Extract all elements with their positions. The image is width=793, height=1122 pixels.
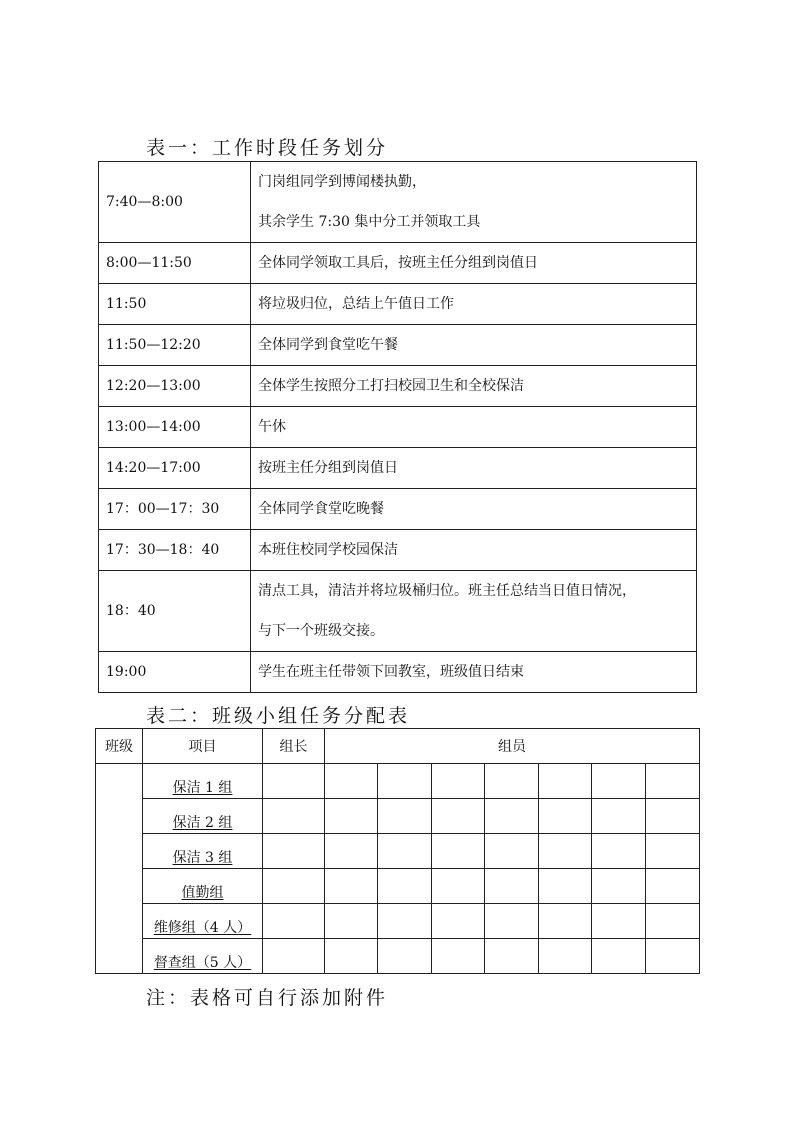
member-cell[interactable] [539,939,592,974]
task-cell [251,162,697,243]
item-cell: 维修组（4 人） [143,904,263,939]
item-cell: 保洁 1 组 [143,764,263,799]
time-cell: 14:20—17:00 [99,448,251,489]
table-row [96,869,700,904]
task-cell: 全体同学领取工具后，按班主任分组到岗值日 [251,243,697,284]
table-row [99,243,697,284]
member-cell[interactable] [378,904,432,939]
task-cell: 全体学生按照分工打扫校园卫生和全校保洁 [251,366,697,407]
member-cell[interactable] [378,764,432,799]
task-cell: 全体同学食堂吃晚餐 [251,489,697,530]
member-cell[interactable] [646,939,700,974]
task-line: 清点工具，清洁并将垃圾桶归位。班主任总结当日值日情况， [258,583,636,599]
member-cell[interactable] [646,869,700,904]
member-cell[interactable] [432,939,485,974]
member-cell[interactable] [432,904,485,939]
time-cell: 7:40—8:00 [99,162,251,243]
table-row [96,939,700,974]
time-cell: 13:00—14:00 [99,407,251,448]
group-assignment-table [95,728,700,974]
schedule-table [98,161,697,693]
item-cell: 值勤组 [143,869,263,904]
member-cell[interactable] [539,869,592,904]
leader-cell[interactable] [263,764,325,799]
table1-title: 表一：工作时段任务划分 [146,137,389,159]
table2-title: 表二：班级小组任务分配表 [146,705,411,727]
member-cell[interactable] [325,869,378,904]
member-cell[interactable] [592,764,646,799]
member-cell[interactable] [325,939,378,974]
item-cell: 保洁 3 组 [143,834,263,869]
member-cell[interactable] [432,764,485,799]
task-cell: 本班住校同学校园保洁 [251,530,697,571]
member-cell[interactable] [378,834,432,869]
member-cell[interactable] [539,764,592,799]
member-cell[interactable] [325,834,378,869]
table-row [99,284,697,325]
table-row [99,571,697,652]
member-cell[interactable] [646,799,700,834]
member-cell[interactable] [378,939,432,974]
table-row [99,407,697,448]
table-row [96,904,700,939]
member-cell[interactable] [325,764,378,799]
table-row [96,834,700,869]
time-cell: 17：00—17：30 [99,489,251,530]
time-cell: 18：40 [99,571,251,652]
member-cell[interactable] [592,834,646,869]
table-row [96,799,700,834]
task-cell: 午休 [251,407,697,448]
members-header: 组员 [325,729,700,764]
item-cell: 保洁 2 组 [143,799,263,834]
time-cell: 19:00 [99,652,251,693]
note: 注：表格可自行添加附件 [146,987,389,1009]
member-cell[interactable] [646,764,700,799]
member-cell[interactable] [539,904,592,939]
member-cell[interactable] [485,764,539,799]
table-row [99,448,697,489]
leader-cell[interactable] [263,939,325,974]
leader-cell[interactable] [263,834,325,869]
time-cell: 12:20—13:00 [99,366,251,407]
table-row [99,325,697,366]
task-line: 门岗组同学到博闻楼执勤， [258,174,426,190]
member-cell[interactable] [485,904,539,939]
member-cell[interactable] [485,799,539,834]
member-cell[interactable] [539,799,592,834]
member-cell[interactable] [485,939,539,974]
time-cell: 11:50—12:20 [99,325,251,366]
class-header: 班级 [96,729,143,764]
class-cell[interactable] [96,764,143,974]
table-row [99,652,697,693]
member-cell[interactable] [592,904,646,939]
member-cell[interactable] [592,939,646,974]
task-cell: 将垃圾归位，总结上午值日工作 [251,284,697,325]
member-cell[interactable] [378,869,432,904]
table-header-row [96,729,700,764]
task-cell [251,571,697,652]
member-cell[interactable] [592,799,646,834]
leader-cell[interactable] [263,869,325,904]
table-row [96,764,700,799]
item-header: 项目 [143,729,263,764]
time-cell: 8:00—11:50 [99,243,251,284]
task-cell: 学生在班主任带领下回教室，班级值日结束 [251,652,697,693]
member-cell[interactable] [325,799,378,834]
table-row [99,162,697,243]
table-row [99,530,697,571]
task-cell: 按班主任分组到岗值日 [251,448,697,489]
member-cell[interactable] [325,904,378,939]
leader-cell[interactable] [263,799,325,834]
leader-header: 组长 [263,729,325,764]
member-cell[interactable] [378,799,432,834]
member-cell[interactable] [646,834,700,869]
member-cell[interactable] [592,869,646,904]
member-cell[interactable] [485,834,539,869]
member-cell[interactable] [432,869,485,904]
table-row [99,489,697,530]
time-cell: 11:50 [99,284,251,325]
task-line: 其余学生 7:30 集中分工并领取工具 [258,214,481,230]
time-cell: 17：30—18：40 [99,530,251,571]
member-cell[interactable] [646,904,700,939]
task-cell: 全体同学到食堂吃午餐 [251,325,697,366]
leader-cell[interactable] [263,904,325,939]
table-row [99,366,697,407]
member-cell[interactable] [485,869,539,904]
task-line: 与下一个班级交接。 [258,623,384,639]
member-cell[interactable] [432,834,485,869]
item-cell: 督查组（5 人） [143,939,263,974]
member-cell[interactable] [432,799,485,834]
member-cell[interactable] [539,834,592,869]
